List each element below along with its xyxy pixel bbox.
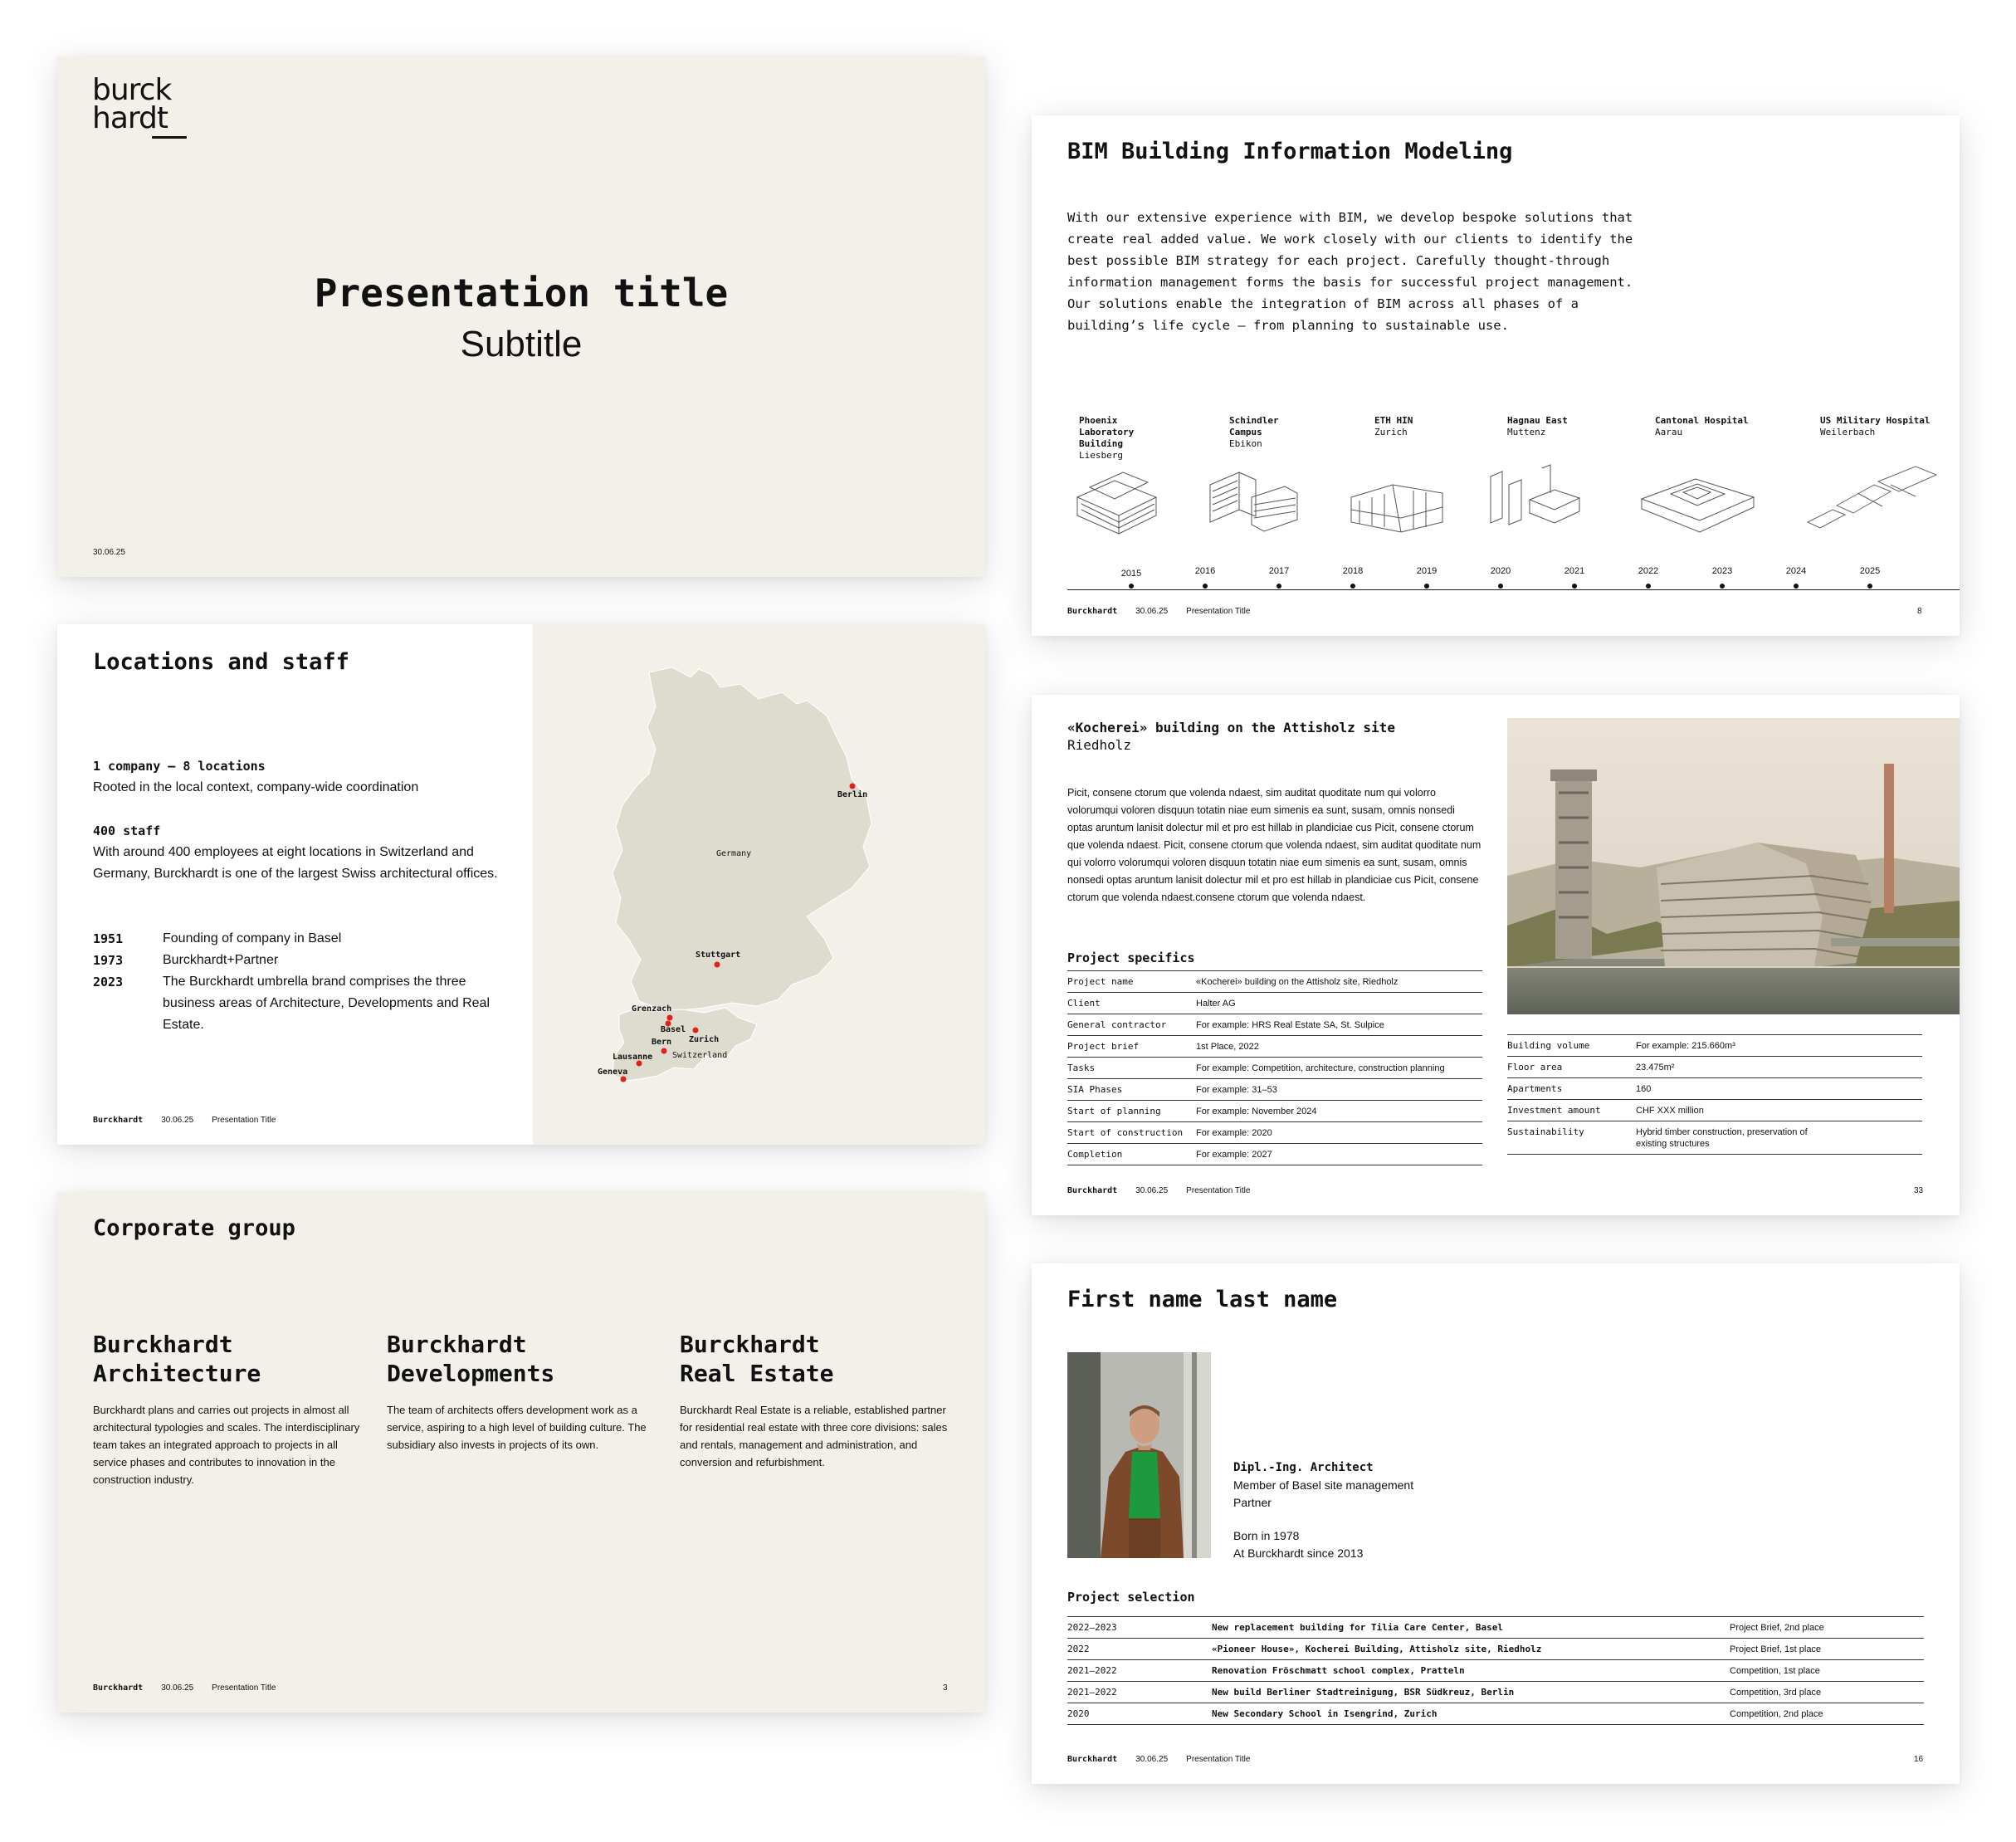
project-name: New replacement building for Tilia Care Center, Basel <box>1212 1622 1503 1633</box>
table-row <box>1067 1122 1482 1144</box>
person-slide <box>1032 1263 1960 1784</box>
staff-block <box>93 820 508 885</box>
spec-key: Investment amount <box>1507 1105 1601 1116</box>
timeline-dot <box>1867 584 1872 589</box>
spec-value: For example: 31–53 <box>1196 1084 1277 1095</box>
project-name: ETH HIN <box>1374 415 1413 426</box>
building-drawing <box>1206 468 1301 535</box>
person-role: Dipl.-Ing. Architect <box>1233 1461 1374 1474</box>
spec-key: Completion <box>1067 1149 1123 1160</box>
timeline-dot <box>1203 584 1208 589</box>
history-list <box>93 928 516 1036</box>
slide-date: 30.06.25 <box>93 548 125 557</box>
spec-key: General contractor <box>1067 1019 1167 1030</box>
project-place: Ebikon <box>1229 438 1262 449</box>
history-text: Burckhardt+Partner <box>163 953 279 967</box>
spec-key: Client <box>1067 998 1101 1009</box>
city-grenzach: Grenzach <box>632 1004 672 1014</box>
timeline-year: 2021 <box>1564 566 1585 576</box>
timeline-year: 2020 <box>1490 566 1511 576</box>
germany-shape <box>613 667 871 1011</box>
project-result: Competition, 2nd place <box>1730 1708 1823 1719</box>
table-row <box>1067 971 1482 993</box>
project-photo <box>1507 718 1960 1014</box>
page-number: 16 <box>1914 1755 1924 1764</box>
spec-value: For example: HRS Real Estate SA, St. Sulpice <box>1196 1019 1384 1030</box>
footer-date: 30.06.25 <box>161 1683 194 1693</box>
project-body: Picit, consene ctorum que volenda ndaest, sim auditat quoditate num qui volorro volorumqui voloren disquun totatin niae eum simenis ea sunt, susam, omnis nonsedi optas aruntum lanisit dolectur mil et pro est hillab in plandiciae cus Picit, consene ctorum que volenda ndaest. Picit, consene ctorum que volenda ndaest, sim auditat quoditate num qui volorro volorumqui voloren disquun totatin niae eum simenis ea sunt, susam, omnis nonsedi optas aruntum lanisit dolectur mil et pro est hillab in plandiciae cus Picit, consene ctorum que volenda ndaest.consene ctorum que volenda ndaest. <box>1067 787 1481 903</box>
spec-value: For example: 2020 <box>1196 1127 1272 1138</box>
timeline-dot <box>1276 584 1281 589</box>
corp-column-architecture <box>93 1330 367 1488</box>
map-panel <box>533 624 985 1145</box>
table-row <box>1067 1101 1482 1122</box>
table-row <box>1067 993 1482 1014</box>
history-year: 1951 <box>93 931 124 946</box>
table-row <box>1067 1639 1924 1660</box>
spec-key: Tasks <box>1067 1063 1096 1073</box>
portrait-photo <box>1067 1352 1211 1558</box>
city-basel: Basel <box>661 1025 686 1034</box>
project-subtitle: Riedholz <box>1067 737 1132 753</box>
company-text: Rooted in the local context, company-wide coordination <box>93 780 419 794</box>
timeline-tick <box>1632 566 1665 589</box>
bim-project <box>1507 415 1599 438</box>
timeline-tick <box>1262 566 1296 589</box>
slide-title: Locations and staff <box>93 649 349 675</box>
column-text: The team of architects offers development work as a service, aspiring to a high level of building culture. The subsidiary also invests in projects of its own. <box>387 1404 647 1451</box>
person-line2: Partner <box>1233 1496 1272 1509</box>
footer-presentation: Presentation Title <box>1186 607 1251 616</box>
corporate-slide <box>57 1192 985 1713</box>
timeline-tick <box>1706 566 1739 589</box>
slide-footer <box>1067 1186 1250 1195</box>
project-name: Schindler Campus <box>1229 415 1279 437</box>
project-name: Phoenix Laboratory Building <box>1079 415 1135 449</box>
spec-value: For example: Competition, architecture, construction planning <box>1196 1063 1445 1073</box>
slide-title: First name last name <box>1067 1287 1338 1312</box>
logo-underline <box>152 136 187 139</box>
timeline-dot <box>1720 584 1725 589</box>
switzerland-shape <box>613 1008 757 1081</box>
footer-brand: Burckhardt <box>1067 1186 1118 1195</box>
table-row <box>1067 1014 1482 1036</box>
person-info <box>1233 1459 1413 1562</box>
timeline-dot <box>1424 584 1429 589</box>
company-block <box>93 755 508 799</box>
timeline-tick <box>1410 566 1443 589</box>
history-item <box>93 928 516 950</box>
table-row <box>1067 1682 1924 1703</box>
timeline-year: 2022 <box>1638 566 1659 576</box>
timeline-year: 2015 <box>1120 569 1142 579</box>
page-number: 8 <box>1917 607 1922 616</box>
timeline-tick <box>1115 569 1148 589</box>
table-row <box>1067 1036 1482 1058</box>
city-dot <box>850 784 856 789</box>
spec-key: Sustainability <box>1507 1126 1584 1137</box>
spec-value: 23.475m² <box>1636 1062 1675 1072</box>
person-born: Born in 1978 <box>1233 1529 1300 1542</box>
heading-line1: Burckhardt <box>680 1331 820 1358</box>
footer-date: 30.06.25 <box>161 1116 194 1125</box>
timeline-tick <box>1853 566 1887 589</box>
slide-footer <box>93 1116 276 1125</box>
heading-line1: Burckhardt <box>387 1331 527 1358</box>
page-number: 3 <box>943 1683 948 1693</box>
timeline-year: 2024 <box>1785 566 1807 576</box>
locations-slide <box>57 624 985 1145</box>
city-stuttgart: Stuttgart <box>696 950 741 960</box>
table-row <box>1507 1078 1922 1100</box>
bim-project <box>1229 415 1304 450</box>
history-text: The Burckhardt umbrella brand comprises the three business areas of Architecture, Developments and Real Estate. <box>163 975 490 1032</box>
spec-key: Start of planning <box>1067 1106 1161 1116</box>
footer-presentation: Presentation Title <box>212 1116 276 1125</box>
timeline-dot <box>1498 584 1503 589</box>
spec-value: For example: 215.660m³ <box>1636 1040 1735 1051</box>
project-year: 2020 <box>1067 1708 1090 1719</box>
timeline-dot <box>1572 584 1577 589</box>
column-text: Burckhardt Real Estate is a reliable, established partner for residential real estate with three core divisions: sales and rentals, management and administration, and conversion and refurbishment. <box>680 1404 948 1468</box>
city-lausanne: Lausanne <box>613 1053 653 1062</box>
spec-value: CHF XXX million <box>1636 1105 1704 1116</box>
heading-line2: Architecture <box>93 1360 261 1387</box>
history-text: Founding of company in Basel <box>163 931 342 945</box>
city-dot <box>661 1048 667 1054</box>
timeline-year: 2019 <box>1416 566 1438 576</box>
specs-table-2 <box>1507 1034 1922 1155</box>
slide-title: BIM Building Information Modeling <box>1067 139 1513 164</box>
selection-table <box>1067 1616 1924 1725</box>
building-drawing <box>1484 460 1588 535</box>
spec-key: Project brief <box>1067 1041 1140 1052</box>
corp-column-real-estate <box>680 1330 962 1471</box>
timeline-tick <box>1336 566 1369 589</box>
heading-line1: Burckhardt <box>93 1331 233 1358</box>
table-row <box>1067 1617 1924 1639</box>
spec-key: Apartments <box>1507 1083 1563 1094</box>
spec-value: Hybrid timber construction, preservation of existing structures <box>1636 1127 1808 1149</box>
city-dot <box>621 1077 627 1082</box>
project-place: Liesberg <box>1079 450 1123 461</box>
logo-line1: burck <box>92 73 172 107</box>
timeline-year: 2016 <box>1194 566 1216 576</box>
spec-value: 1st Place, 2022 <box>1196 1041 1259 1052</box>
timeline-tick <box>1779 566 1813 589</box>
bim-project <box>1374 415 1466 438</box>
footer-presentation: Presentation Title <box>1186 1186 1251 1195</box>
timeline-year: 2023 <box>1711 566 1733 576</box>
timeline <box>1115 566 1945 602</box>
building-drawing <box>1073 464 1160 535</box>
column-heading <box>680 1330 962 1388</box>
page-number: 33 <box>1914 1186 1924 1195</box>
city-dot <box>715 962 720 968</box>
specs-table <box>1067 970 1482 1165</box>
city-dot <box>667 1015 673 1021</box>
spec-value: For example: November 2024 <box>1196 1106 1317 1116</box>
project-name: «Pioneer House», Kocherei Building, Attisholz site, Riedholz <box>1212 1644 1542 1654</box>
project-name: Cantonal Hospital <box>1655 415 1749 426</box>
footer-brand: Burckhardt <box>93 1683 144 1693</box>
bim-project <box>1079 415 1170 462</box>
table-row <box>1507 1057 1922 1078</box>
footer-brand: Burckhardt <box>1067 607 1118 616</box>
city-geneva: Geneva <box>598 1068 628 1077</box>
timeline-tick <box>1484 566 1517 589</box>
spec-key: Project name <box>1067 976 1134 987</box>
bim-project <box>1820 415 1945 438</box>
spec-key: SIA Phases <box>1067 1084 1123 1095</box>
timeline-dot <box>1646 584 1651 589</box>
timeline-dot <box>1794 584 1799 589</box>
logo <box>92 73 172 135</box>
kocherei-slide <box>1032 695 1960 1215</box>
spec-key: Building volume <box>1507 1040 1590 1051</box>
building-drawing <box>1343 472 1447 535</box>
spec-key: Start of construction <box>1067 1127 1184 1138</box>
logo-line2: hardt <box>92 101 168 135</box>
table-row <box>1067 1079 1482 1101</box>
project-place: Muttenz <box>1507 427 1546 437</box>
timeline-tick <box>1189 566 1222 589</box>
footer-presentation: Presentation Title <box>212 1683 276 1693</box>
table-row <box>1067 1660 1924 1682</box>
title-slide <box>57 56 985 577</box>
footer-date: 30.06.25 <box>1135 1755 1169 1764</box>
company-heading: 1 company – 8 locations <box>93 759 266 774</box>
project-year: 2021–2022 <box>1067 1665 1117 1676</box>
selection-title: Project selection <box>1067 1590 1195 1605</box>
history-year: 2023 <box>93 975 124 989</box>
project-name: Hagnau East <box>1507 415 1568 426</box>
project-result: Project Brief, 2nd place <box>1730 1622 1824 1633</box>
spec-key: Floor area <box>1507 1062 1563 1072</box>
table-row <box>1067 1144 1482 1165</box>
corp-column-developments <box>387 1330 661 1454</box>
table-row <box>1067 1058 1482 1079</box>
slide-footer <box>1067 607 1250 616</box>
project-place: Aarau <box>1655 427 1683 437</box>
project-place: Zurich <box>1374 427 1408 437</box>
staff-text: With around 400 employees at eight locations in Switzerland and Germany, Burckhardt is one of the largest Swiss architectural offices. <box>93 845 498 881</box>
project-name: New Secondary School in Isengrind, Zurich <box>1212 1708 1438 1719</box>
table-row <box>1067 1703 1924 1725</box>
slide-title: Corporate group <box>93 1215 295 1241</box>
staff-heading: 400 staff <box>93 823 161 838</box>
project-year: 2022 <box>1067 1644 1090 1654</box>
project-title: «Kocherei» building on the Attisholz site <box>1067 720 1395 735</box>
slide-footer <box>1067 1755 1250 1764</box>
timeline-dot <box>1350 584 1355 589</box>
project-year: 2022–2023 <box>1067 1622 1117 1633</box>
location-map <box>533 624 985 1145</box>
slide-footer <box>93 1683 276 1693</box>
map-label-germany: Germany <box>716 849 752 858</box>
footer-brand: Burckhardt <box>1067 1755 1118 1764</box>
bim-slide <box>1032 115 1960 636</box>
city-zurich: Zurich <box>689 1035 720 1044</box>
timeline-year: 2025 <box>1859 566 1881 576</box>
project-place: Weilerbach <box>1820 427 1876 437</box>
heading-line2: Developments <box>387 1360 555 1387</box>
column-heading <box>387 1330 661 1388</box>
project-name: Renovation Fröschmatt school complex, Pratteln <box>1212 1665 1465 1676</box>
project-name: New build Berliner Stadtreinigung, BSR Südkreuz, Berlin <box>1212 1687 1515 1698</box>
table-row <box>1507 1100 1922 1121</box>
table-row <box>1507 1121 1922 1155</box>
column-text: Burckhardt plans and carries out projects in almost all architectural typologies and scales. The interdisciplinary team takes an integrated approach to projects in all service phases and contributes to innovation in the construction industry. <box>93 1404 360 1486</box>
city-bern: Bern <box>652 1038 672 1047</box>
timeline-year: 2017 <box>1268 566 1290 576</box>
building-drawing <box>1799 460 1940 535</box>
timeline-tick <box>1558 566 1591 589</box>
spec-value: «Kocherei» building on the Attisholz site, Riedholz <box>1196 976 1399 987</box>
history-year: 1973 <box>93 953 124 968</box>
spec-value: For example: 2027 <box>1196 1149 1272 1160</box>
table-row <box>1507 1035 1922 1057</box>
project-result: Project Brief, 1st place <box>1730 1644 1822 1654</box>
history-item <box>93 950 516 971</box>
project-year: 2021–2022 <box>1067 1687 1117 1698</box>
spec-value: 160 <box>1636 1083 1652 1094</box>
project-name: US Military Hospital <box>1820 415 1931 426</box>
project-result: Competition, 1st place <box>1730 1665 1820 1676</box>
person-since: At Burckhardt since 2013 <box>1233 1546 1364 1560</box>
project-result: Competition, 3rd place <box>1730 1687 1822 1698</box>
spec-value: Halter AG <box>1196 998 1236 1009</box>
timeline-year: 2018 <box>1342 566 1364 576</box>
specifics-title: Project specifics <box>1067 950 1195 965</box>
presentation-title: Presentation title <box>314 271 729 315</box>
map-label-switzerland: Switzerland <box>672 1051 728 1060</box>
history-item <box>93 971 516 1036</box>
timeline-dot <box>1129 584 1134 589</box>
footer-presentation: Presentation Title <box>1186 1755 1251 1764</box>
person-line1: Member of Basel site management <box>1233 1478 1414 1492</box>
footer-brand: Burckhardt <box>93 1116 144 1125</box>
bim-body: With our extensive experience with BIM, we develop bespoke solutions that create real added value. We work closely with our clients to identify the best possible BIM strategy for each project. Carefully thought-through information management forms the basis for successful project management. Our solutions enable the integration of BIM across all phases of a building’s life cycle – from planning to sustainable use. <box>1067 210 1633 333</box>
bim-project <box>1655 415 1763 438</box>
building-drawing <box>1638 464 1758 535</box>
presentation-subtitle: Subtitle <box>460 324 583 364</box>
heading-line2: Real Estate <box>680 1360 834 1387</box>
city-berlin: Berlin <box>837 790 868 799</box>
city-dot <box>693 1028 699 1033</box>
column-heading <box>93 1330 367 1388</box>
footer-date: 30.06.25 <box>1135 1186 1169 1195</box>
footer-date: 30.06.25 <box>1135 607 1169 616</box>
